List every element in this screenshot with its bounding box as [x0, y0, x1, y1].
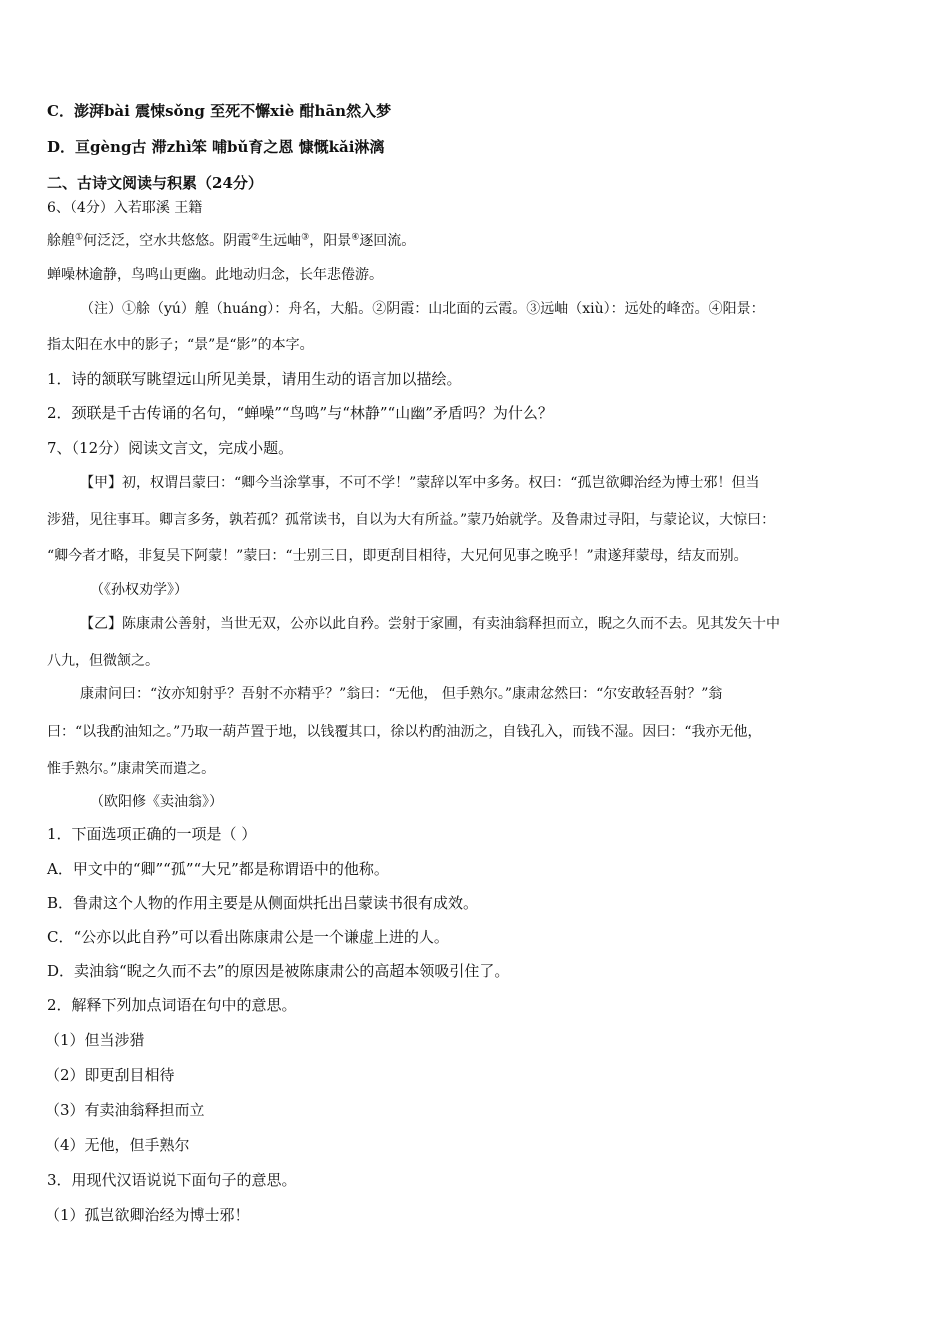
- q7-option-c: C．“公亦以此自矜”可以看出陈康肃公是一个谦虚上进的人。: [47, 928, 449, 946]
- option-c: C．澎湃bài 震悚sǒng 至死不懈xiè 酣hān然入梦: [47, 102, 392, 120]
- section-heading: 二、古诗文阅读与积累（24分）: [47, 174, 263, 192]
- poem-text: 艅艎: [47, 233, 75, 249]
- q7-title: 7、（12分）阅读文言文，完成小题。: [47, 439, 294, 457]
- passage-jia-source: （《孙权劝学》）: [90, 582, 188, 598]
- q7-sub-2-item-1: （1）但当涉猎: [45, 1031, 145, 1049]
- passage-yi-line-3: 康肃问曰：“汝亦知射乎？吾射不亦精乎？”翁曰：“无他， 但手熟尔。”康肃忿然曰：“尔安敢轻吾射？”翁: [80, 686, 723, 702]
- poem-text: 逐回流。: [359, 233, 416, 249]
- q7-sub-2-item-2: （2）即更刮目相待: [45, 1066, 175, 1084]
- q7-option-d: D．卖油翁“睨之久而不去”的原因是被陈康肃公的高超本领吸引住了。: [47, 962, 510, 980]
- poem-text: 何泛泛，空水共悠悠。阴霞: [83, 233, 252, 249]
- q7-sub-2-item-4: （4）无他，但手熟尔: [45, 1136, 190, 1154]
- q7-option-b: B．鲁肃这个人物的作用主要是从侧面烘托出吕蒙读书很有成效。: [47, 894, 479, 912]
- passage-yi-line-1: 【乙】陈康肃公善射，当世无双，公亦以此自矜。尝射于家圃，有卖油翁释担而立，睨之久而不去。见其发矢十中: [80, 616, 780, 632]
- passage-jia-line-1: 【甲】初，权谓吕蒙曰：“卿今当涂掌事，不可不学！”蒙辞以军中多务。权曰：“孤岂欲卿治经为博士邪！但当: [80, 475, 760, 491]
- q6-title: 6、（4分）入若耶溪 王籍: [47, 200, 203, 216]
- passage-jia-line-2: 涉猎，见往事耳。卿言多务，孰若孤？孤常读书，自以为大有所益。”蒙乃始就学。及鲁肃过寻阳，与蒙论议，大惊曰：: [47, 512, 776, 528]
- option-d: D．亘gèng古 滞zhì笨 哺bǔ育之恩 慷慨kǎi淋漓: [47, 138, 385, 156]
- poem-text: 生远岫: [259, 233, 302, 249]
- q7-sub-2: 2．解释下列加点词语在句中的意思。: [47, 996, 297, 1014]
- q7-sub-3: 3．用现代汉语说说下面句子的意思。: [47, 1171, 297, 1189]
- passage-yi-line-5: 惟手熟尔。”康肃笑而遣之。: [47, 761, 216, 777]
- passage-jia-line-3: “卿今者才略，非复吴下阿蒙！”蒙曰：“士别三日，即更刮目相待，大兄何见事之晚乎！”肃遂拜蒙母，结友而别。: [47, 548, 748, 564]
- q7-sub-2-item-3: （3）有卖油翁释担而立: [45, 1101, 205, 1119]
- passage-yi-line-4: 曰：“以我酌油知之。”乃取一葫芦置于地，以钱覆其口，徐以杓酌油沥之，自钱孔入，而钱不湿。因曰：“我亦无他，: [47, 724, 762, 740]
- poem-line-2: 蝉噪林逾静，鸟鸣山更幽。此地动归念，长年悲倦游。: [47, 267, 383, 283]
- note-marker: ②: [251, 232, 260, 243]
- note-marker: ④: [351, 232, 360, 243]
- q6-sub-2: 2．颈联是千古传诵的名句，“蝉噪”“鸟鸣”与“林静”“山幽”矛盾吗？为什么？: [47, 404, 553, 422]
- poem-line-1: [47, 231, 415, 251]
- passage-yi-line-2: 八九，但微颔之。: [47, 653, 159, 669]
- note-marker: ①: [75, 232, 84, 243]
- q6-sub-1: 1．诗的颔联写眺望远山所见美景，请用生动的语言加以描绘。: [47, 370, 462, 388]
- poem-note-1: （注）①艅（yú）艎（huáng）：舟名，大船。②阴霞：山北面的云霞。③远岫（xiù）：远处的峰峦。④阳景：: [80, 301, 765, 317]
- q7-sub-1: 1．下面选项正确的一项是（ ）: [47, 825, 257, 843]
- passage-yi-source: （欧阳修《卖油翁》）: [90, 794, 223, 810]
- poem-text: ，阳景: [309, 233, 352, 249]
- q7-option-a: A．甲文中的“卿”“孤”“大兄”都是称谓语中的他称。: [47, 860, 389, 878]
- note-marker: ③: [301, 232, 310, 243]
- q7-sub-3-item-1: （1）孤岂欲卿治经为博士邪！: [45, 1206, 250, 1224]
- poem-note-2: 指太阳在水中的影子；“景”是“影”的本字。: [47, 337, 314, 353]
